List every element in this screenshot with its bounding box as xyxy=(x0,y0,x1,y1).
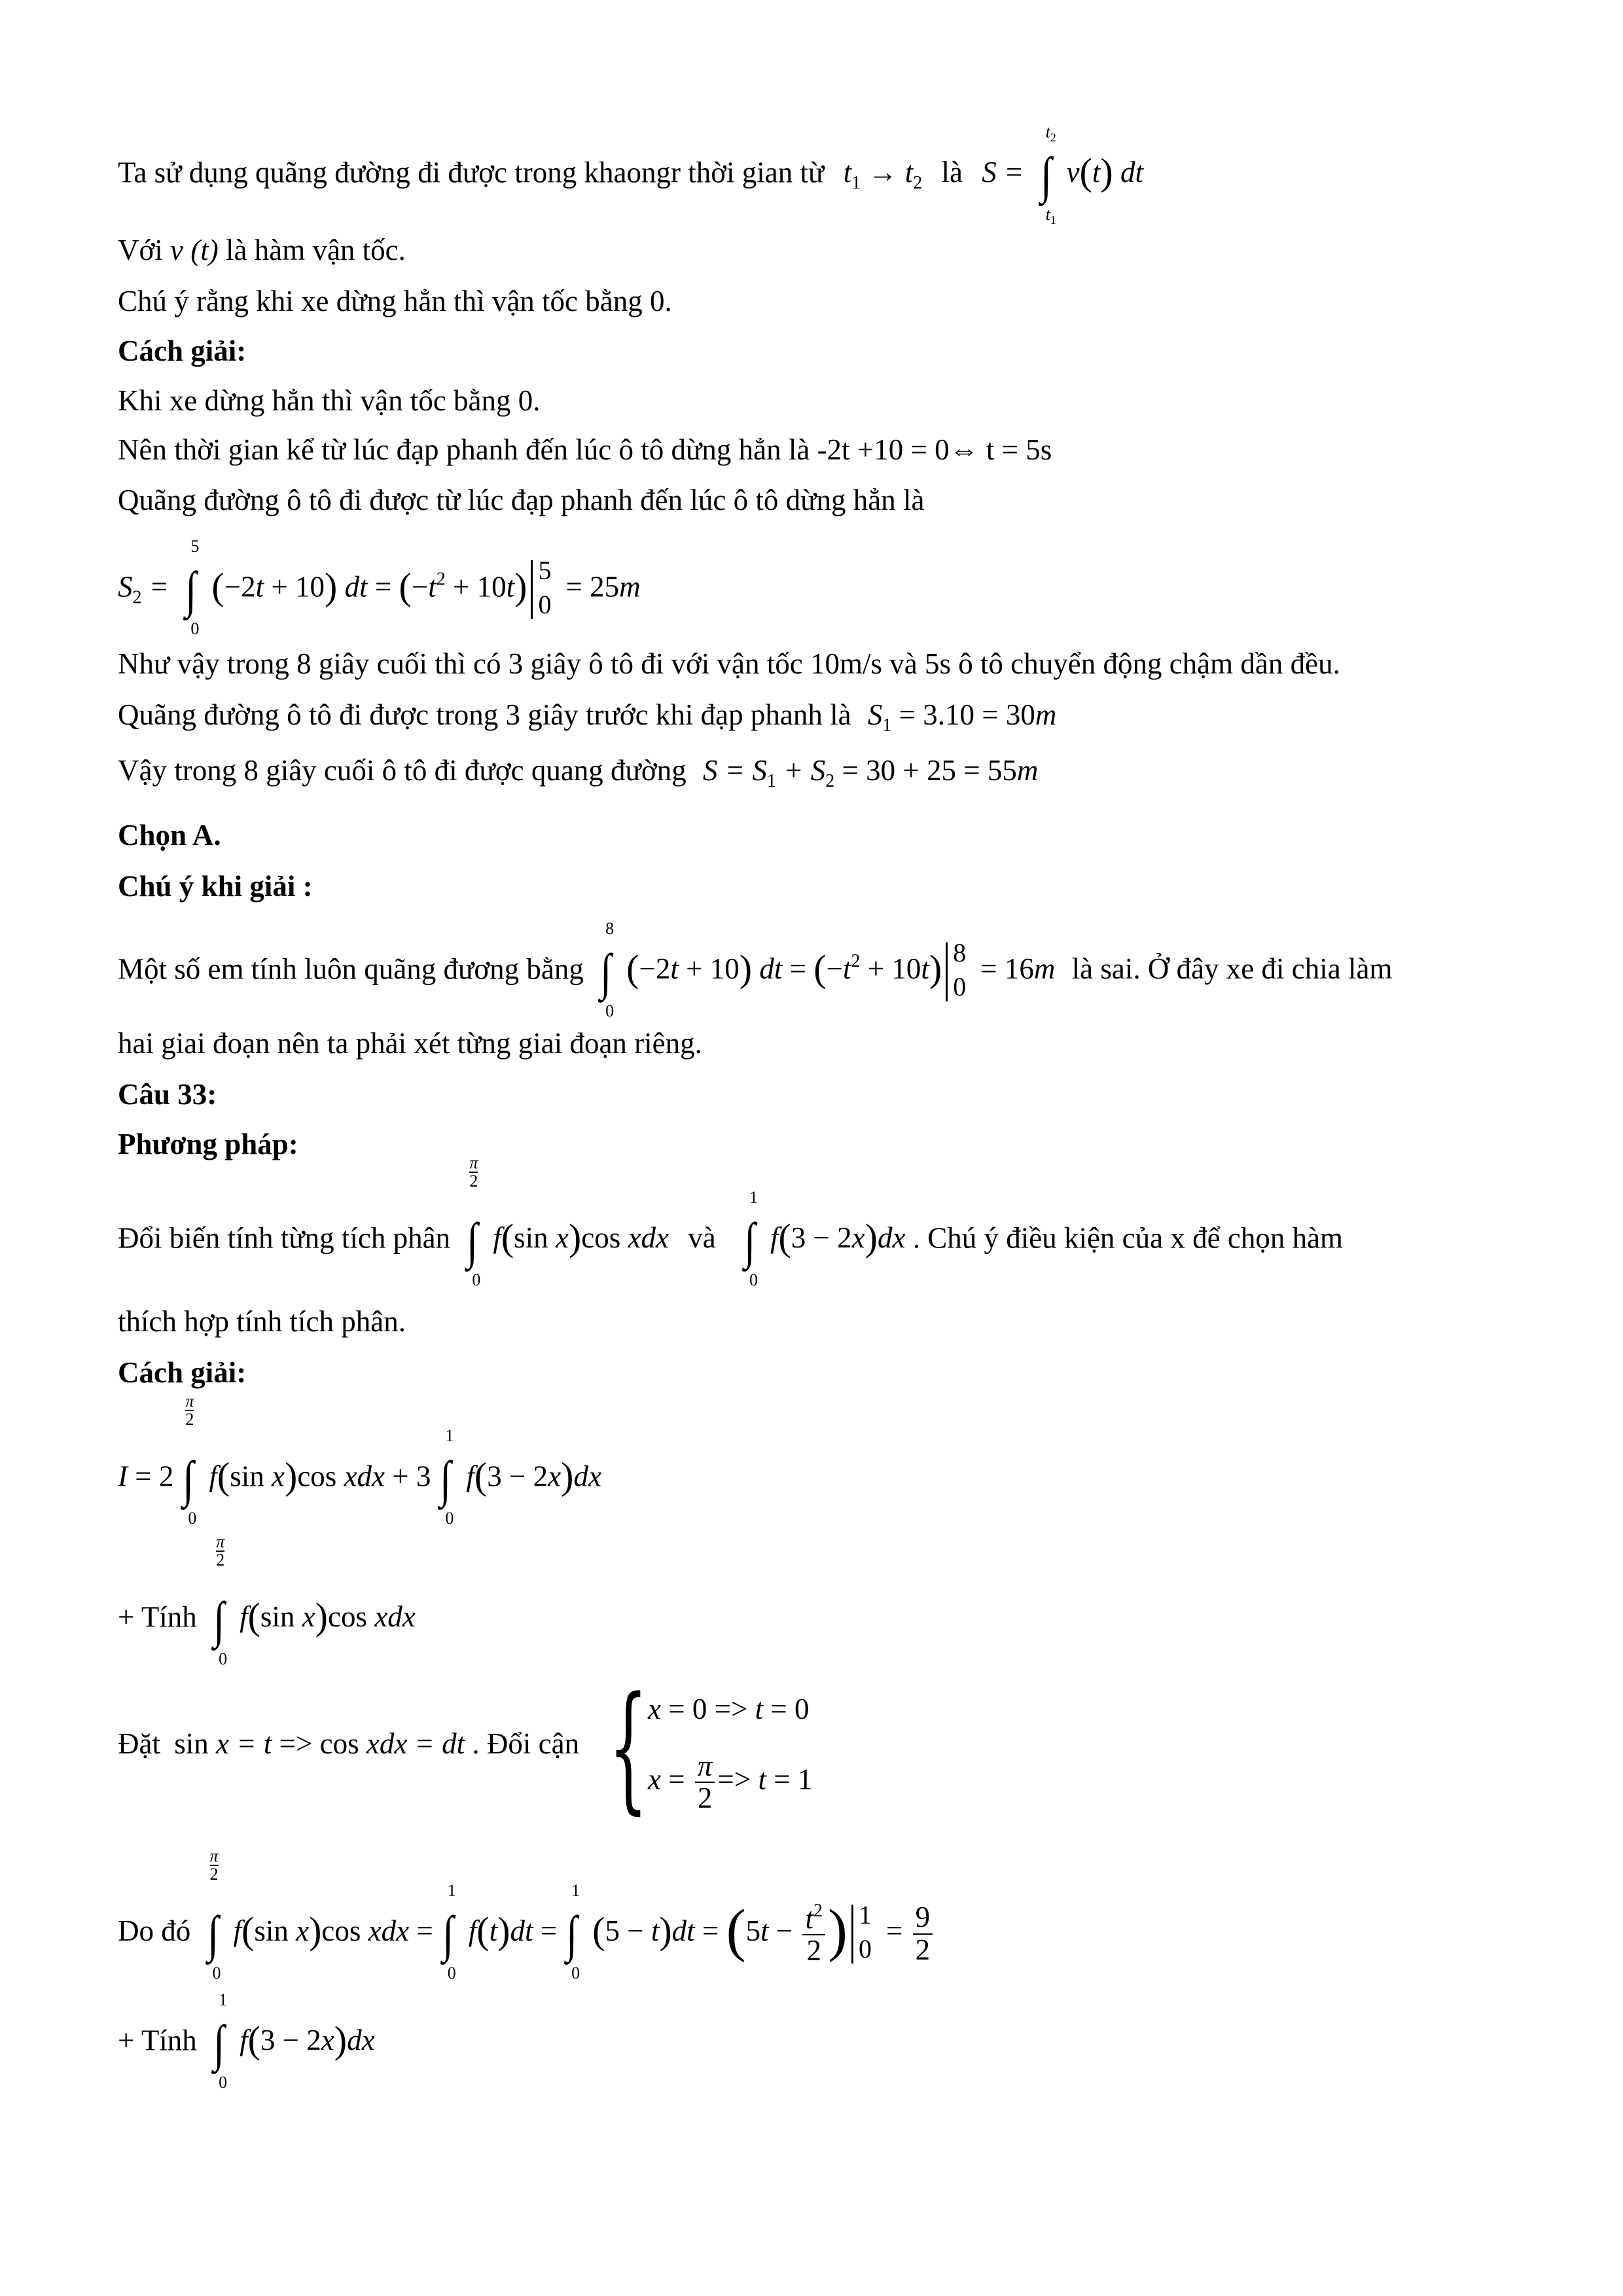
math-int-3-2x-2: ∫ 1 0 f(3 − 2x)dx xyxy=(213,1990,375,2092)
line-velocity-def xyxy=(118,234,406,267)
text-do-do: Do đó xyxy=(118,1914,191,1947)
math-v-of-t: v (t) xyxy=(170,234,219,266)
line-distance-formula xyxy=(118,122,1143,226)
math-int-sin: ∫ π 2 0 f(sin x)cos xdx xyxy=(467,1153,669,1289)
heading-cau-33: Câu 33: xyxy=(118,1078,217,1111)
line-stop-time: Nên thời gian kể từ lúc đạp phanh đến lúc ô tô dừng hẳn là -2t +10 = 0⇔ t = 5s xyxy=(118,433,1052,466)
bounds-system xyxy=(609,1667,883,1827)
line-result-first xyxy=(118,1846,935,1982)
line-note-stop: Chú ý rằng khi xe dừng hẳn thì vận tốc bằng 0. xyxy=(118,285,672,317)
line-substitution xyxy=(118,1728,579,1761)
heading-cach-giai-1: Cách giải: xyxy=(118,334,247,367)
heading-phuong-phap: Phương pháp: xyxy=(118,1128,298,1160)
text-intro: Ta sử dụng quãng đường đi được trong khaongr thời gian từ xyxy=(118,156,825,189)
text-ham-van-toc: là hàm vận tốc. xyxy=(226,234,406,266)
math-wrong-integral: ∫ 8 0 (−2t + 10) dt = $(-t^2 + 10t)$ 8 0 = 16m xyxy=(600,919,1056,1020)
line-phases: Như vậy trong 8 giây cuối thì có 3 giây ô tô đi với vận tốc 10m/s và 5s ô tô chuyển động chậm dần đều. xyxy=(118,647,1340,680)
text-voi: Với xyxy=(118,234,163,266)
text-tinh-2: + Tính xyxy=(118,2024,197,2057)
line-compute-first xyxy=(118,1532,416,1668)
math-int-sin-2: ∫ π 2 0 f(sin x)cos xdx xyxy=(213,1532,416,1668)
math-t1-t2: $t_1 \to t_2$ xyxy=(843,156,923,194)
line-compute-second xyxy=(118,1990,375,2092)
line-common-mistake xyxy=(118,919,1393,1020)
math-S-integral: S = ∫ $t_2$ $t_1$ v(t) dt xyxy=(982,122,1143,226)
text-va: và xyxy=(688,1221,716,1255)
text-mistake-pre: Một số em tính luôn quãng đương bằng xyxy=(118,952,584,986)
heading-cach-giai-2: Cách giải: xyxy=(118,1356,247,1389)
math-I-definition: I = 2 ∫ π 2 0 f(sin x)cos xdx + 3 ∫ 1 0 f(3 − 2x)dx xyxy=(118,1391,601,1528)
line-distance-before-brake xyxy=(118,699,1056,736)
text-method-pre: Đổi biến tính từng tích phân xyxy=(118,1221,451,1255)
text-before-brake: Quãng đường ô tô đi được trong 3 giây trước khi đạp phanh là xyxy=(118,698,851,731)
bound-row-2: x = $\frac{\pi}{2}$ => t = 1 xyxy=(648,1749,813,1815)
text-total: Vậy trong 8 giây cuối ô tô đi được quang đường xyxy=(118,754,687,787)
math-S2-integral: $S_2$ = ∫ 5 0 (−2t + 10) dt = $(-t^2 + 10t)$ 5 0 = 25m xyxy=(118,537,641,638)
text-tinh-1: + Tính xyxy=(118,1600,197,1634)
text-dat: Đặt xyxy=(118,1727,160,1760)
math-substitution: sin x = t => cos xdx = dt xyxy=(174,1727,465,1760)
brace-symbol: { xyxy=(609,1667,649,1827)
text-doi-can: . Đổi cận xyxy=(472,1727,580,1760)
math-S1: $S_1 = 3.10 = 30m$ xyxy=(867,698,1057,736)
text-mistake-post: là sai. Ở đây xe đi chia làm xyxy=(1071,952,1393,986)
line-method-cont: thích hợp tính tích phân. xyxy=(118,1305,406,1338)
math-first-integral-result: ∫ π 2 0 f(sin x)cos xdx = ∫ 1 0 f(t)dt = ∫ 1 0 (5 − t)dt = (5t − $\frac{t^2}{2}$ ) 1 0 = $\frac{9}{2}$ xyxy=(198,1914,936,1947)
line-stop-velocity: Khi xe dừng hẳn thì vận tốc bằng 0. xyxy=(118,384,541,417)
line-two-phases: hai giai đoạn nên ta phải xét từng giai đoạn riêng. xyxy=(118,1027,702,1060)
heading-chu-y: Chú ý khi giải : xyxy=(118,870,313,903)
math-S-total: $S = S_1 + S_2 = 30 + 25 = 55m$ xyxy=(702,754,1039,791)
line-braking-distance: Quãng đường ô tô đi được từ lúc đạp phanh đến lúc ô tô dừng hẳn là xyxy=(118,484,925,516)
line-total-distance xyxy=(118,755,1038,792)
bound-row-1: x = 0 => t = 0 xyxy=(648,1693,810,1725)
line-method xyxy=(118,1153,1344,1289)
text-method-post: . Chú ý điều kiện của x để chọn hàm xyxy=(912,1221,1344,1255)
math-int-3-2x: ∫ 1 0 f(3 − 2x)dx xyxy=(744,1188,906,1289)
text-la: là xyxy=(941,156,963,189)
answer-choice: Chọn A. xyxy=(118,819,221,852)
